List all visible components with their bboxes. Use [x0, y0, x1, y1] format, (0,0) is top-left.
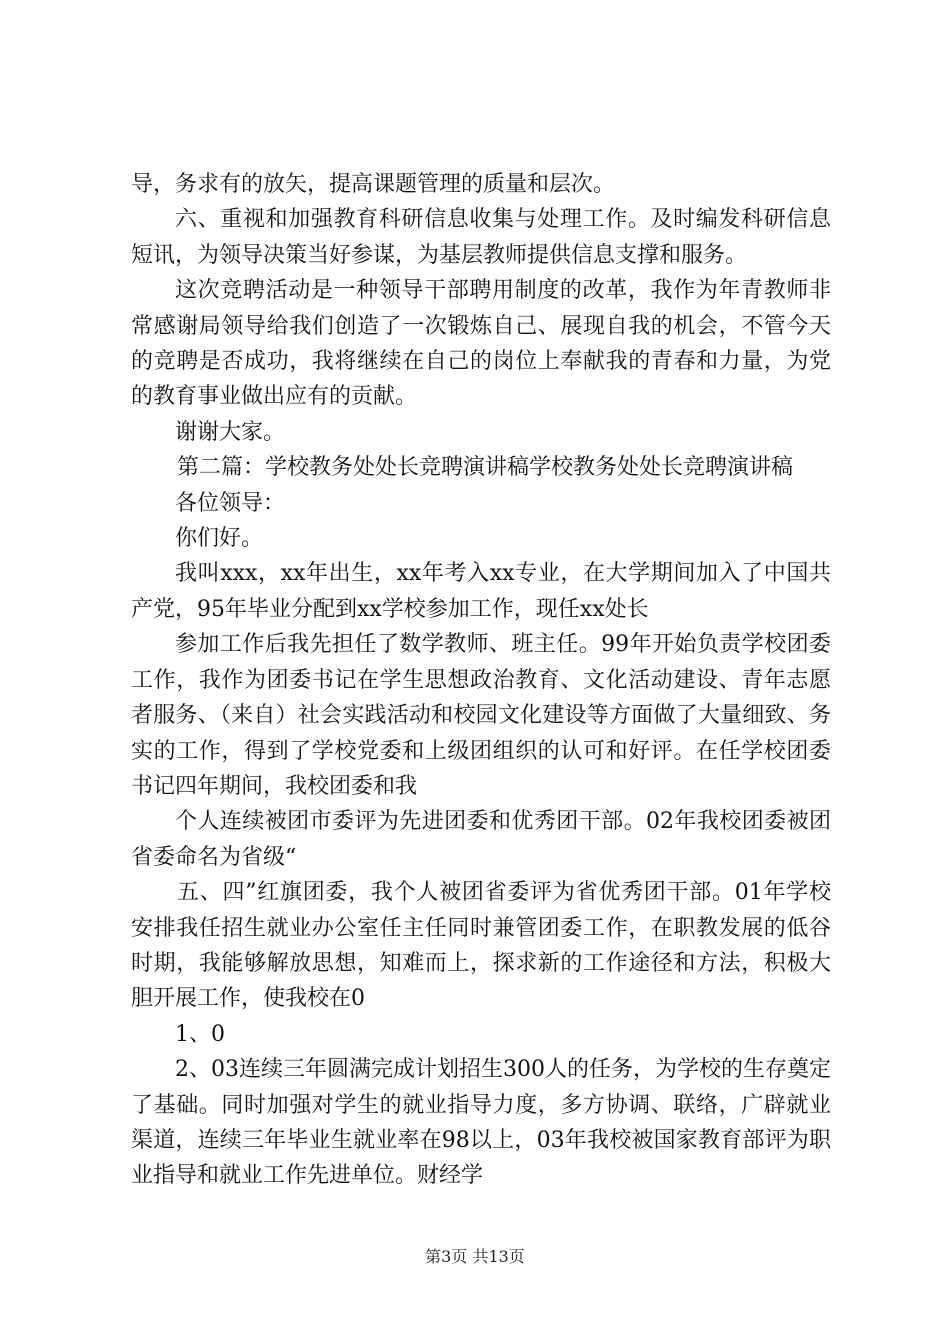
body-paragraph: 六、重视和加强教育科研信息收集与处理工作。及时编发科研信息短讯，为领导决策当好参谋，为基层教师提供信息支撑和服务。 [131, 207, 831, 268]
body-paragraph: 五、四”红旗团委，我个人被团省委评为省优秀团干部。01年学校安排我任招生就业办公室任主任同时兼管团委工作，在职教发展的低谷时期，我能够解放思想，知难而上，探求新的工作途径和方法，积极大胆开展工作，使我校在0 [131, 880, 831, 1012]
document-body [131, 167, 831, 1194]
body-paragraph: 个人连续被团市委评为先进团委和优秀团干部。02年我校团委被团省委命名为省级“ [131, 809, 831, 870]
page-footer: 第3页 共13页 [425, 1247, 525, 1266]
body-paragraph: 参加工作后我先担任了数学教师、班主任。99年开始负责学校团委工作，我作为团委书记在学生思想政治教育、文化活动建设、青年志愿者服务、（来自）社会实践活动和校园文化建设等方面做了大量细致、务实的工作，得到了学校党委和上级团组织的认可和好评。在任学校团委书记四年期间，我校团委和我 [131, 632, 831, 799]
body-paragraph: 第二篇：学校教务处处长竞聘演讲稿学校教务处处长竞聘演讲稿 [177, 455, 794, 481]
body-paragraph: 1、0 [175, 1021, 225, 1047]
body-paragraph: 2、03连续三年圆满完成计划招生300人的任务，为学校的生存奠定了基础。同时加强对学生的就业指导力度，多方协调、联络，广辟就业渠道，连续三年毕业生就业率在98以上，03年我校被国家教育部评为职业指导和就业工作先进单位。财经学 [131, 1057, 831, 1189]
body-paragraph: 你们好。 [175, 526, 264, 552]
body-paragraph: 谢谢大家。 [175, 419, 286, 445]
body-paragraph: 我叫xxx，xx年出生，xx年考入xx专业，在大学期间加入了中国共产党，95年毕业分配到xx学校参加工作，现任xx处长 [131, 561, 831, 622]
body-paragraph: 各位领导： [175, 490, 286, 516]
body-paragraph: 这次竞聘活动是一种领导干部聘用制度的改革，我作为年青教师非常感谢局领导给我们创造了一次锻炼自己、展现自我的机会，不管今天的竞聘是否成功，我将继续在自己的岗位上奉献我的青春和力量，为党的教育事业做出应有的贡献。 [131, 278, 831, 410]
body-paragraph: 导，务求有的放矢，提高课题管理的质量和层次。 [131, 172, 616, 197]
